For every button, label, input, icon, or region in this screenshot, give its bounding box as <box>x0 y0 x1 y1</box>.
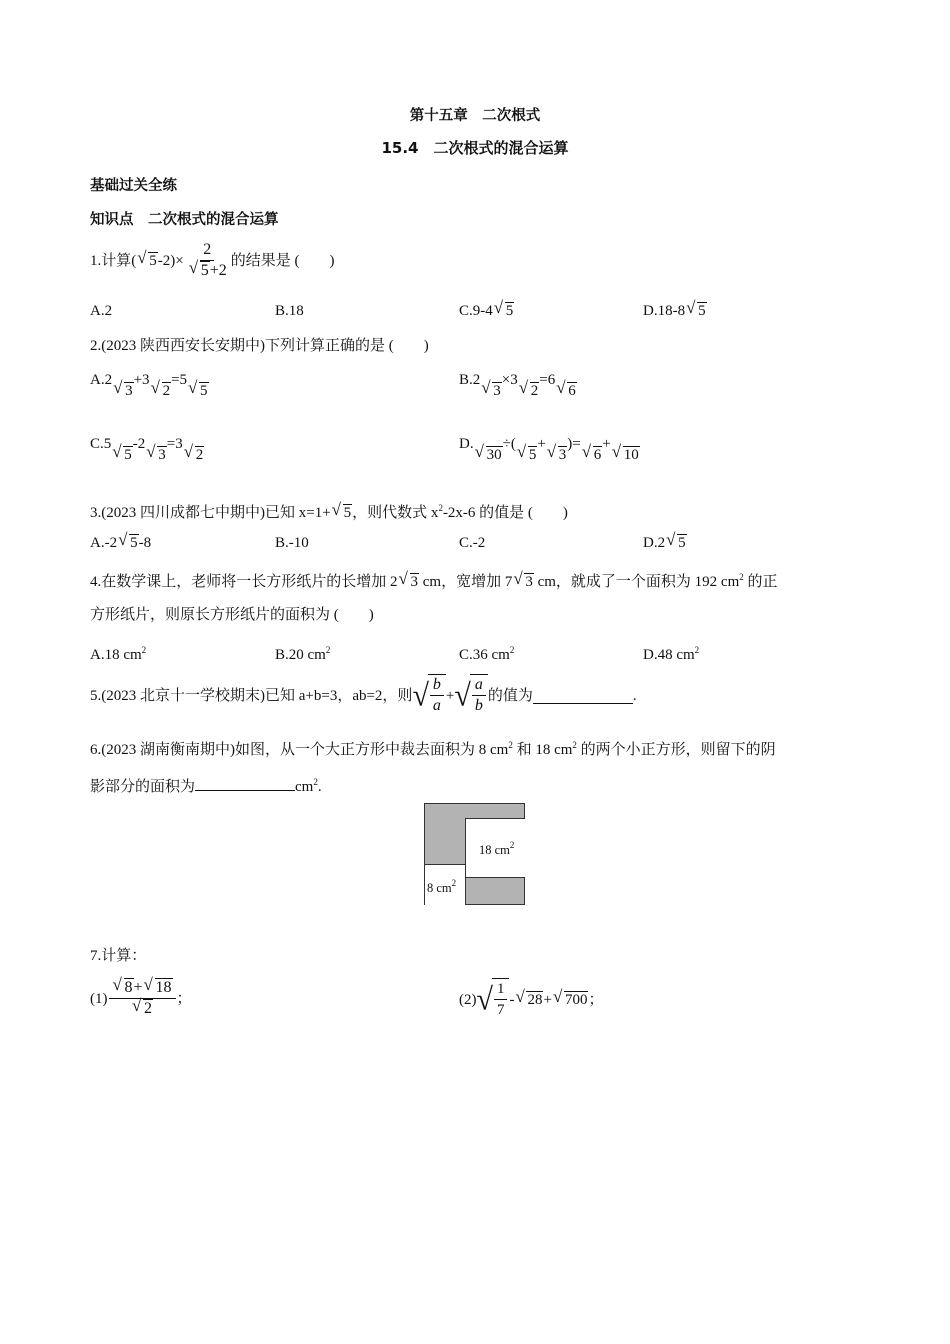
radicand: 6 <box>568 383 576 399</box>
opt-text: A.2 <box>90 372 113 388</box>
q4-option-c <box>459 640 514 665</box>
q5-text: + <box>445 688 455 704</box>
radical-sign: √ <box>412 678 429 713</box>
radicand: 18 <box>155 979 172 996</box>
square-8 <box>425 864 466 905</box>
question-7: 7.计算： <box>90 948 147 964</box>
q2-option-d <box>459 434 640 463</box>
radicand: 5 <box>528 447 537 463</box>
label-8 <box>427 878 456 896</box>
opt-text: =3 <box>166 436 183 452</box>
superscript: 2 <box>509 840 515 850</box>
q3-text: -2x-6 的值是 ( ) <box>442 505 568 521</box>
sqrt <box>481 381 502 401</box>
sqrt <box>132 999 153 1019</box>
sqrt <box>475 445 503 465</box>
opt-text: C.5 <box>90 436 112 452</box>
sqrt <box>515 990 543 1010</box>
part-label: (1) <box>90 990 108 1007</box>
sqrt <box>144 978 173 998</box>
opt-text: )= <box>567 436 581 452</box>
sqrt <box>519 381 540 401</box>
question-1 <box>90 240 334 281</box>
radicand: 5 <box>505 303 514 319</box>
numerator: a <box>472 675 486 696</box>
sqrt <box>454 674 487 718</box>
superscript: 2 <box>325 645 331 655</box>
opt-text: -8 <box>138 535 152 551</box>
q7-part-2 <box>459 978 603 1022</box>
q4-text: 的正 <box>743 574 778 590</box>
q3-option-d <box>643 533 687 553</box>
section-title: 15.4 二次根式的混合运算 <box>381 139 569 157</box>
q3-option-c: C.-2 <box>459 535 486 551</box>
superscript: 2 <box>313 777 318 787</box>
q6-text: 影部分的面积为 <box>90 779 196 795</box>
sqrt <box>189 261 210 281</box>
opt-text: =5 <box>171 372 188 388</box>
fraction <box>109 978 176 1019</box>
q4-text: 4.在数学课上，老师将一长方形纸片的长增加 2 <box>90 574 398 590</box>
operator: + <box>133 979 143 996</box>
fraction <box>430 675 444 716</box>
radicand: 5 <box>124 447 132 463</box>
opt-text: D.2 <box>643 535 666 551</box>
radicand: 3 <box>125 383 133 399</box>
opt-text: B.20 cm <box>275 647 326 663</box>
opt-text: C.9-4 <box>459 303 493 319</box>
superscript: 2 <box>572 740 577 750</box>
sqrt <box>146 445 167 465</box>
opt-text: D. <box>459 436 474 452</box>
radicand: 700 <box>564 992 588 1008</box>
opt-text: =6 <box>539 372 556 388</box>
part-end: ； <box>176 990 192 1007</box>
opt-text: B.2 <box>459 372 481 388</box>
q1-prefix: 1.计算( <box>90 252 137 269</box>
opt-text: -2 <box>132 436 146 452</box>
opt-text: ÷( <box>502 436 516 452</box>
radicand <box>428 674 446 718</box>
denominator: b <box>474 697 483 714</box>
opt-text: +3 <box>133 372 150 388</box>
radicand <box>470 674 488 718</box>
sqrt <box>332 503 353 523</box>
opt-text: A.18 cm <box>90 647 142 663</box>
q6-text: cm <box>295 779 314 795</box>
question-5 <box>90 671 637 721</box>
sqrt <box>494 301 515 321</box>
operator: + <box>543 992 552 1008</box>
sqrt <box>547 445 568 465</box>
sqrt <box>113 381 134 401</box>
superscript: 2 <box>694 645 700 655</box>
opt-text: + <box>602 436 611 452</box>
sqrt <box>553 990 589 1010</box>
label-text: 18 cm <box>479 843 510 857</box>
answer-blank <box>195 776 295 791</box>
radicand: 2 <box>162 383 171 399</box>
q4-option-a <box>90 640 146 665</box>
question-4 <box>90 567 778 592</box>
numerator: b <box>430 675 444 696</box>
opt-text: D.18-8 <box>643 303 686 319</box>
radicand: 5 <box>149 252 157 269</box>
q6-line-2 <box>90 772 322 797</box>
part-title: 基础过关全练 <box>90 178 177 194</box>
radicand: 28 <box>527 992 543 1008</box>
radicand: 10 <box>623 447 639 463</box>
q4-text: cm，就成了一个面积为 192 cm <box>533 574 740 590</box>
radicand: 5 <box>698 303 706 319</box>
fraction <box>472 675 486 716</box>
q3-option-b: B.-10 <box>275 535 309 551</box>
part-end: ； <box>588 992 604 1008</box>
q1-option-c <box>459 301 514 321</box>
knowledge-point-title: 知识点 二次根式的混合运算 <box>90 212 279 228</box>
question-2: 2.(2023 陕西西安长安期中)下列计算正确的是 ( ) <box>90 338 429 354</box>
superscript: 2 <box>141 645 147 655</box>
q4-option-d <box>643 640 699 665</box>
q6-text: . <box>317 779 322 795</box>
radical-sign: √ <box>476 982 493 1017</box>
sqrt <box>517 445 538 465</box>
q5-text: 的值为 <box>487 688 533 704</box>
radicand: 3 <box>493 383 501 399</box>
question-3 <box>90 498 568 523</box>
q2-option-a <box>90 370 209 399</box>
denominator <box>185 261 230 281</box>
opt-text: D.48 cm <box>643 647 695 663</box>
radicand: 2 <box>195 447 204 463</box>
sqrt <box>686 301 707 321</box>
q1-suffix: 的结果是 ( ) <box>230 252 335 269</box>
answer-blank <box>533 689 633 704</box>
part-label: (2) <box>459 992 477 1008</box>
radicand: 5 <box>200 262 209 279</box>
sqrt <box>184 445 205 465</box>
square-18 <box>465 818 525 878</box>
sqrt <box>118 533 139 553</box>
chapter-title: 第十五章 二次根式 <box>409 108 541 124</box>
q3-text: ，则代数式 x <box>352 505 439 521</box>
numerator: 1 <box>494 979 508 1000</box>
superscript: 2 <box>509 645 515 655</box>
radicand: 3 <box>410 574 419 590</box>
q6-text: 和 18 cm <box>512 742 573 758</box>
fraction <box>185 240 230 281</box>
radicand: 2 <box>530 383 539 399</box>
opt-text: + <box>537 436 546 452</box>
opt-text: C.36 cm <box>459 647 510 663</box>
opt-text: ×3 <box>501 372 518 388</box>
q2-option-c <box>90 434 204 463</box>
superscript: 2 <box>438 503 443 513</box>
radicand: 5 <box>130 535 138 551</box>
q3-text: 3.(2023 四川成都七中期中)已知 x=1+ <box>90 505 331 521</box>
q6-text: 6.(2023 湖南衡南期中)如图，从一个大正方形中裁去面积为 8 cm <box>90 742 509 758</box>
sqrt <box>188 381 209 401</box>
radicand <box>492 978 510 1022</box>
label-text: 8 cm <box>427 881 452 895</box>
radicand: 3 <box>525 574 533 590</box>
den-tail: +2 <box>209 262 227 279</box>
q4-line-2: 方形纸片，则原长方形纸片的面积为 ( ) <box>90 607 374 623</box>
q6-text: 的两个小正方形，则留下的阴 <box>576 742 776 758</box>
radicand: 5 <box>200 383 208 399</box>
sqrt <box>513 572 534 592</box>
denominator <box>128 999 156 1019</box>
radicand: 30 <box>486 447 502 463</box>
numerator <box>109 978 176 999</box>
radicand: 5 <box>343 505 352 521</box>
question-6 <box>90 735 776 760</box>
radicand: 6 <box>593 447 602 463</box>
sqrt <box>412 674 445 718</box>
sqrt <box>399 572 420 592</box>
superscript: 2 <box>451 878 457 888</box>
opt-text: A.-2 <box>90 535 118 551</box>
superscript: 2 <box>739 572 744 582</box>
squares-figure <box>424 803 525 905</box>
q5-text: 5.(2023 北京十一学校期末)已知 a+b=3，ab=2，则 <box>90 688 413 704</box>
radical-sign: √ <box>454 678 471 713</box>
q5-text: . <box>632 688 637 704</box>
superscript: 2 <box>508 740 513 750</box>
q1-option-d <box>643 301 707 321</box>
sqrt <box>112 445 133 465</box>
q4-option-b <box>275 640 330 665</box>
fraction <box>494 979 508 1020</box>
q1-option-a: A.2 <box>90 303 113 319</box>
label-18 <box>479 840 514 858</box>
operator: - <box>509 992 515 1008</box>
q1-option-b: B.18 <box>275 303 304 319</box>
sqrt <box>477 978 510 1022</box>
sqrt <box>666 533 687 553</box>
radicand: 3 <box>558 447 567 463</box>
sqrt <box>113 978 134 998</box>
radicand: 2 <box>144 1000 153 1017</box>
q7-part-1 <box>90 978 192 1019</box>
denominator: a <box>432 697 441 714</box>
q3-option-a <box>90 533 151 553</box>
sqrt <box>582 445 603 465</box>
radicand: 5 <box>678 535 686 551</box>
q2-option-b <box>459 370 577 399</box>
sqrt <box>556 381 577 401</box>
sqrt <box>612 445 640 465</box>
radicand: 8 <box>124 979 133 996</box>
q1-mid: -2)× <box>157 252 184 269</box>
sqrt <box>151 381 172 401</box>
denominator: 7 <box>496 1002 505 1018</box>
q4-text: cm，宽增加 7 <box>419 574 513 590</box>
numerator: 2 <box>200 240 214 261</box>
sqrt <box>137 251 158 271</box>
radicand: 3 <box>158 447 166 463</box>
